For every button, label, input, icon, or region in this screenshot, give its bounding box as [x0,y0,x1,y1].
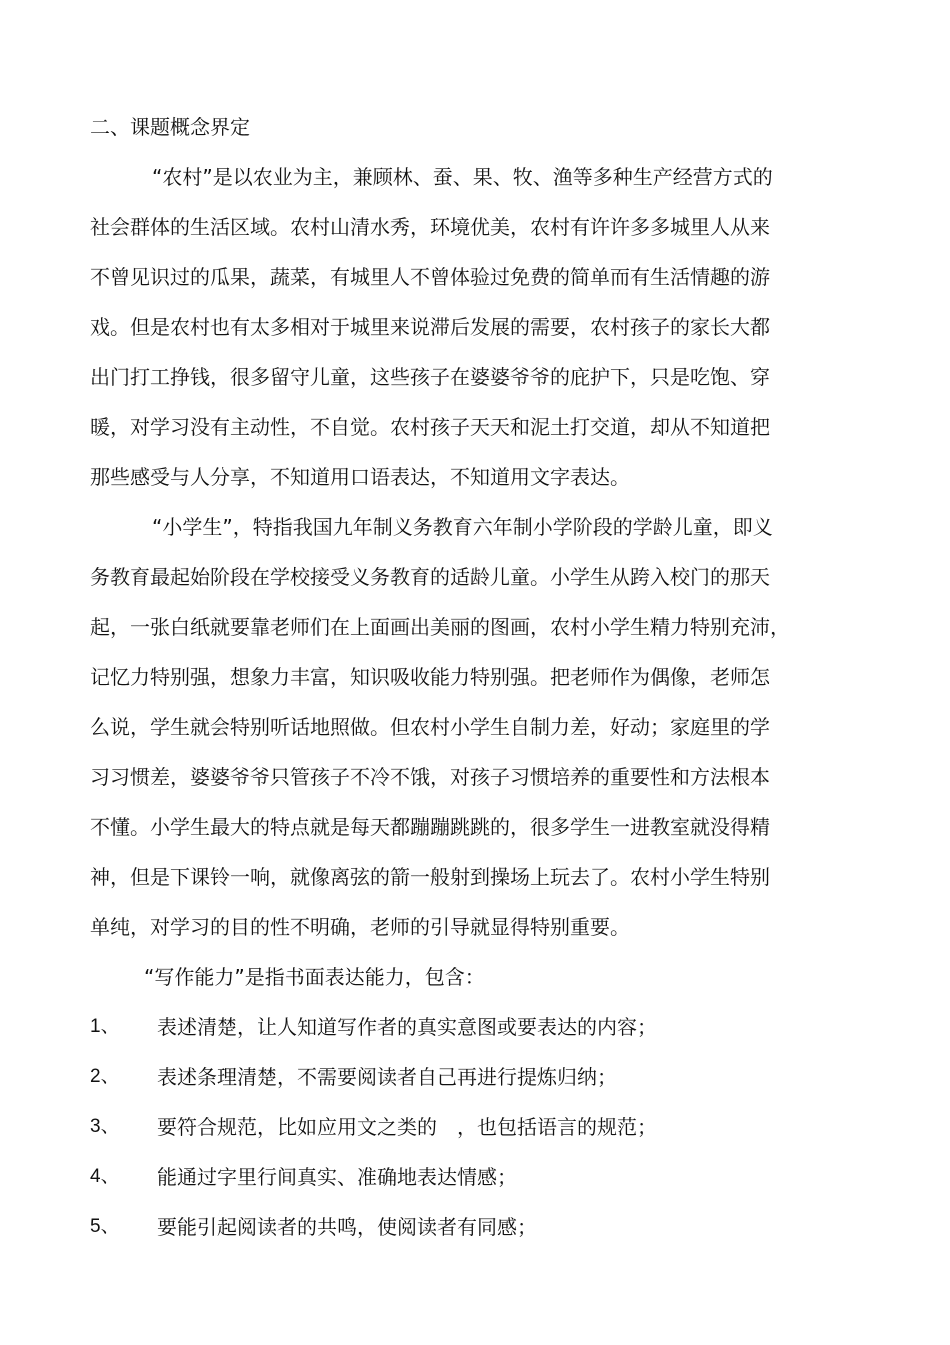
list-number: 3、 [90,1116,120,1137]
list-number: 2、 [90,1066,120,1087]
paragraph-line: 么说，学生就会特别听话地照做。但农村小学生自制力差，好动；家庭里的学 [90,715,770,739]
paragraph-line: 那些感受与人分享，不知道用口语表达，不知道用文字表达。 [90,465,630,489]
paragraph-line: 记忆力特别强，想象力丰富，知识吸收能力特别强。把老师作为偶像，老师怎 [90,665,770,689]
paragraph-line: 单纯，对学习的目的性不明确，老师的引导就显得特别重要。 [90,915,630,939]
section-heading: 二、课题概念界定 [90,115,250,139]
paragraph-line: 社会群体的生活区域。农村山清水秀，环境优美，农村有许许多多城里人从来 [90,215,770,239]
list-number: 5、 [90,1216,120,1237]
paragraph-line: “农村”是以农业为主，兼顾林、蚕、果、牧、渔等多种生产经营方式的 [152,165,773,189]
paragraph-line: 出门打工挣钱，很多留守儿童，这些孩子在婆婆爷爷的庇护下，只是吃饱、穿 [90,365,770,389]
list-item-text: 能通过字里行间真实、准确地表达情感； [157,1165,517,1189]
paragraph-line: 戏。但是农村也有太多相对于城里来说滞后发展的需要，农村孩子的家长大都 [90,315,770,339]
paragraph-line: 暖，对学习没有主动性，不自觉。农村孩子天天和泥土打交道，却从不知道把 [90,415,770,439]
paragraph-line: 起，一张白纸就要靠老师们在上面画出美丽的图画，农村小学生精力特别充沛， [90,615,790,639]
paragraph-line: 习习惯差，婆婆爷爷只管孩子不冷不饿，对孩子习惯培养的重要性和方法根本 [90,765,770,789]
list-number: 1、 [90,1016,120,1037]
paragraph-line: “写作能力”是指书面表达能力，包含： [144,965,485,989]
paragraph-line: 不懂。小学生最大的特点就是每天都蹦蹦跳跳的，很多学生一进教室就没得精 [90,815,770,839]
list-item-text: 要能引起阅读者的共鸣，使阅读者有同感； [157,1215,537,1239]
paragraph-line: 不曾见识过的瓜果，蔬菜，有城里人不曾体验过免费的简单而有生活情趣的游 [90,265,770,289]
list-item-text: 表述条理清楚，不需要阅读者自己再进行提炼归纳； [157,1065,617,1089]
list-item-text: 要符合规范，比如应用文之类的 ，也包括语言的规范； [157,1115,657,1139]
list-number: 4、 [90,1166,120,1187]
paragraph-line: 务教育最起始阶段在学校接受义务教育的适龄儿童。小学生从跨入校门的那天 [90,565,770,589]
list-item-text: 表述清楚，让人知道写作者的真实意图或要表达的内容； [157,1015,657,1039]
paragraph-line: 神，但是下课铃一响，就像离弦的箭一般射到操场上玩去了。农村小学生特别 [90,865,770,889]
paragraph-line: “小学生”，特指我国九年制义务教育六年制小学阶段的学龄儿童，即义 [152,515,773,539]
